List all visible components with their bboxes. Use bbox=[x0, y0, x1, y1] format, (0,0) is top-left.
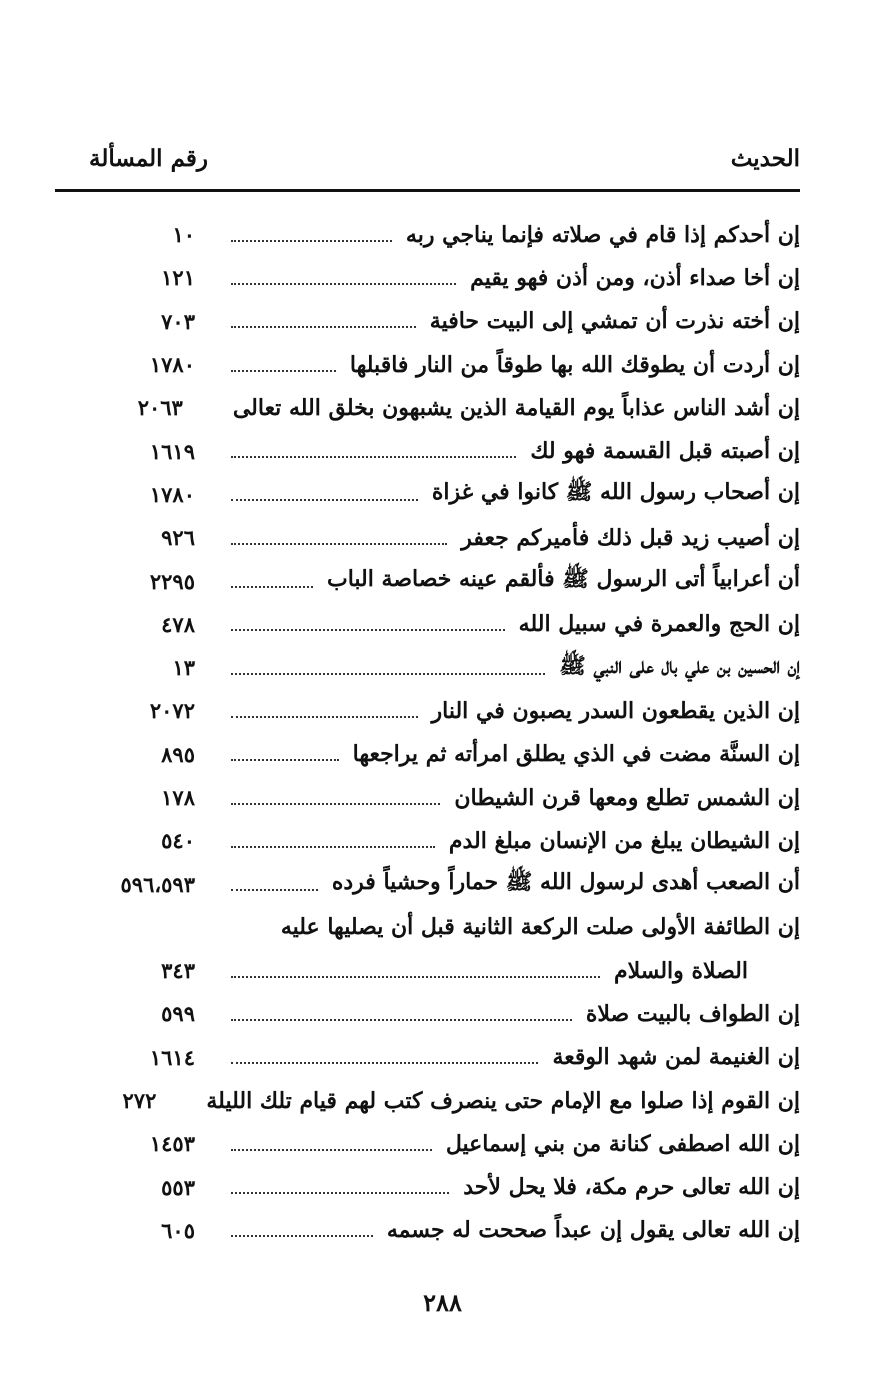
issue-number: ٢٢٩٥ bbox=[149, 568, 195, 594]
list-item bbox=[55, 343, 800, 386]
issue-number: ٢٠٦٣ bbox=[137, 395, 183, 421]
hadith-text: إن أصبته قبل القسمة فهو لك bbox=[530, 438, 800, 465]
table-header bbox=[55, 140, 800, 176]
hadith-text: إن الذين يقطعون السدر يصبون في النار bbox=[431, 697, 800, 724]
hadith-text: إن السنَّة مضت في الذي يطلق امرأته ثم يراجعها bbox=[352, 741, 800, 768]
hadith-text: إن أخا صداء أذن، ومن أذن فهو يقيم bbox=[470, 264, 800, 291]
hadith-text: أن الصعب أهدى لرسول الله ﷺ حماراً وحشياً فرده bbox=[331, 869, 800, 896]
header-divider bbox=[55, 189, 800, 192]
list-item bbox=[55, 906, 800, 949]
list-item bbox=[55, 1036, 800, 1079]
hadith-text: إن أشد الناس عذاباً يوم القيامة الذين يشبهون بخلق الله تعالى bbox=[232, 394, 800, 421]
issue-number: ٦٠٥ bbox=[161, 1217, 195, 1243]
hadith-index-list bbox=[55, 213, 800, 1252]
list-item bbox=[55, 776, 800, 819]
hadith-text: إن أحدكم إذا قام في صلاته فإنما يناجي ربه bbox=[405, 221, 800, 248]
dot-leader bbox=[231, 759, 339, 761]
list-item bbox=[55, 1079, 800, 1122]
list-item bbox=[55, 1166, 800, 1209]
list-item bbox=[55, 429, 800, 472]
issue-number: ١٢١ bbox=[161, 265, 195, 291]
issue-number: ٥٤٠ bbox=[161, 828, 195, 854]
dot-leader bbox=[231, 629, 505, 631]
issue-number: ٥٩٦،٥٩٣ bbox=[120, 871, 195, 897]
dot-leader bbox=[231, 326, 416, 328]
dot-leader bbox=[231, 889, 318, 891]
hadith-text: إن الطواف بالبيت صلاة bbox=[585, 1000, 800, 1027]
dot-leader bbox=[231, 456, 516, 458]
dot-leader bbox=[231, 673, 545, 675]
hadith-text-continuation: الصلاة والسلام bbox=[613, 957, 748, 984]
hadith-text: إن الحج والعمرة في سبيل الله bbox=[518, 611, 800, 638]
dot-leader bbox=[231, 283, 456, 285]
hadith-text: إن الشمس تطلع ومعها قرن الشيطان bbox=[454, 784, 800, 811]
list-item bbox=[55, 992, 800, 1035]
issue-number: ١٦١٩ bbox=[149, 438, 195, 464]
hadith-text: إن الله تعالى حرم مكة، فلا يحل لأحد bbox=[463, 1174, 800, 1201]
list-item bbox=[55, 819, 800, 862]
dot-leader bbox=[231, 803, 440, 805]
list-item bbox=[55, 646, 800, 689]
hadith-text: إن أردت أن يطوقك الله بها طوقاً من النار فاقبلها bbox=[349, 351, 800, 378]
issue-number: ٤٧٨ bbox=[161, 611, 195, 637]
dot-leader bbox=[231, 586, 313, 588]
list-item bbox=[55, 213, 800, 256]
dot-leader bbox=[231, 1235, 373, 1237]
dot-leader bbox=[231, 370, 336, 372]
list-item bbox=[55, 300, 800, 343]
dot-leader bbox=[231, 1149, 432, 1151]
hadith-text: إن أخته نذرت أن تمشي إلى البيت حافية bbox=[429, 308, 800, 335]
issue-number: ٨٩٥ bbox=[161, 741, 195, 767]
issue-number: ٢٠٧٢ bbox=[149, 698, 195, 724]
dot-leader bbox=[231, 499, 418, 501]
list-item bbox=[55, 862, 800, 905]
issue-number-column-header: رقم المسألة bbox=[89, 144, 208, 172]
issue-number: ١٦١٤ bbox=[149, 1044, 195, 1070]
list-item bbox=[55, 733, 800, 776]
list-item bbox=[55, 603, 800, 646]
issue-number: ١٠ bbox=[172, 222, 195, 248]
page-number: ٢٨٨ bbox=[423, 1288, 462, 1317]
issue-number: ٥٥٣ bbox=[161, 1174, 195, 1200]
dot-leader bbox=[231, 1062, 538, 1064]
list-item bbox=[55, 256, 800, 299]
issue-number: ٢٧٢ bbox=[122, 1088, 157, 1114]
list-item bbox=[55, 386, 800, 429]
hadith-text: إن الحسين بن علي بال على النبي ﷺ bbox=[559, 652, 800, 679]
dot-leader bbox=[231, 543, 447, 545]
list-item bbox=[55, 516, 800, 559]
hadith-text: إن الشيطان يبلغ من الإنسان مبلغ الدم bbox=[448, 827, 800, 854]
issue-number: ٣٤٣ bbox=[161, 958, 195, 984]
dot-leader bbox=[231, 846, 435, 848]
hadith-text: إن القوم إذا صلوا مع الإمام حتى ينصرف كتب لهم قيام تلك الليلة bbox=[206, 1087, 800, 1114]
issue-number: ١٧٨٠ bbox=[149, 352, 195, 378]
issue-number: ١٤٥٣ bbox=[149, 1131, 195, 1157]
issue-number: ٩٢٦ bbox=[161, 525, 195, 551]
hadith-text: إن أصحاب رسول الله ﷺ كانوا في غزاة bbox=[431, 479, 800, 506]
issue-number: ١٣ bbox=[172, 655, 195, 681]
issue-number: ١٧٨ bbox=[161, 785, 195, 810]
dot-leader bbox=[231, 1019, 572, 1021]
hadith-text: إن الطائفة الأولى صلت الركعة الثانية قبل أن يصليها عليه bbox=[280, 914, 800, 941]
list-item bbox=[55, 689, 800, 732]
issue-number: ٧٠٣ bbox=[161, 308, 195, 334]
dot-leader bbox=[231, 976, 600, 978]
list-item bbox=[55, 1122, 800, 1165]
list-item bbox=[55, 473, 800, 516]
dot-leader bbox=[231, 240, 392, 242]
hadith-text: إن الغنيمة لمن شهد الوقعة bbox=[552, 1044, 800, 1071]
list-item bbox=[55, 949, 800, 992]
list-item bbox=[55, 559, 800, 602]
list-item bbox=[55, 1209, 800, 1252]
hadith-text: إن الله تعالى يقول إن عبداً صححت له جسمه bbox=[386, 1217, 800, 1244]
dot-leader bbox=[231, 716, 418, 718]
dot-leader bbox=[231, 1192, 449, 1194]
issue-number: ٥٩٩ bbox=[161, 1001, 195, 1027]
hadith-column-header: الحديث bbox=[730, 144, 800, 172]
issue-number: ١٧٨٠ bbox=[149, 481, 195, 507]
hadith-text: أن أعرابياً أتى الرسول ﷺ فألقم عينه خصاصة الباب bbox=[327, 566, 800, 593]
hadith-text: إن الله اصطفى كنانة من بني إسماعيل bbox=[445, 1130, 800, 1157]
hadith-text: إن أصيب زيد قبل ذلك فأميركم جعفر bbox=[461, 524, 800, 551]
